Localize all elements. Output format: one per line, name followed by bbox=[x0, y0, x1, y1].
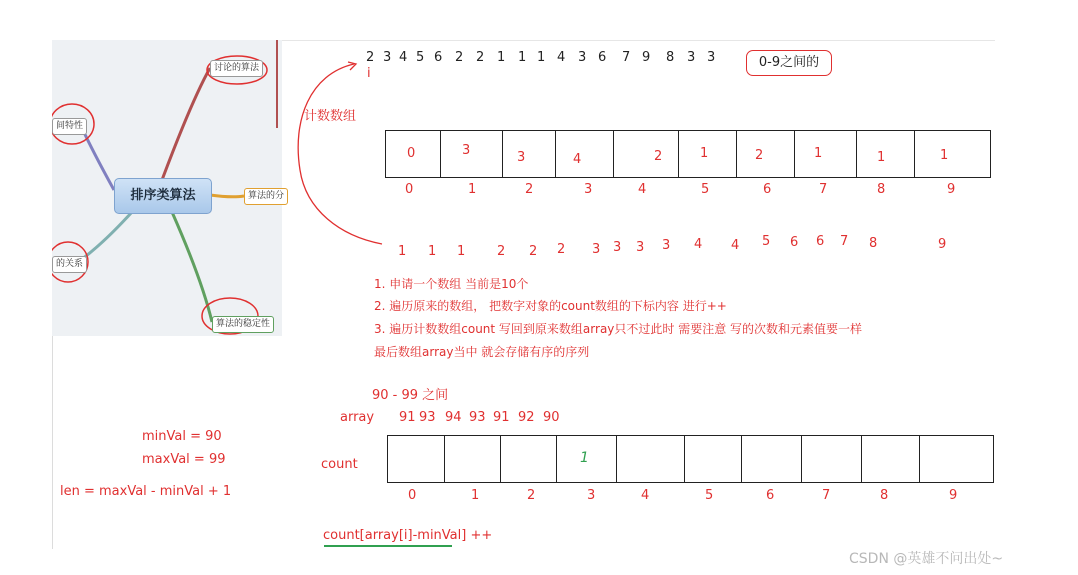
array-value: 90 bbox=[543, 410, 560, 425]
sorted-sequence-number: 2 bbox=[529, 244, 538, 259]
array-value: 93 bbox=[469, 410, 486, 425]
array-value: 92 bbox=[518, 410, 535, 425]
count-array-index: 3 bbox=[584, 182, 593, 197]
count-array-value: 2 bbox=[755, 148, 764, 163]
input-sequence-number: 4 bbox=[557, 50, 566, 65]
input-sequence-number: 1 bbox=[497, 50, 506, 65]
array-value: 93 bbox=[419, 410, 436, 425]
range-note-box: 0-9之间的 bbox=[746, 50, 832, 76]
count-array-index: 7 bbox=[819, 182, 828, 197]
sorted-sequence-number: 3 bbox=[613, 240, 622, 255]
count-label: count bbox=[321, 457, 358, 472]
count-array-2-index: 6 bbox=[766, 488, 775, 503]
sorted-sequence-number: 5 bbox=[762, 234, 771, 249]
count-increment-expr: count[array[i]-minVal] ++ bbox=[323, 528, 493, 543]
mind-map-node: 算法的稳定性 bbox=[212, 316, 274, 333]
sorted-sequence-number: 6 bbox=[790, 235, 799, 250]
sorted-sequence-number: 3 bbox=[592, 242, 601, 257]
input-sequence-number: 4 bbox=[399, 50, 408, 65]
count-array-value: 3 bbox=[462, 143, 471, 158]
sorted-sequence-number: 1 bbox=[398, 244, 407, 259]
count-array-title: 计数数组 bbox=[304, 109, 357, 124]
count-array-value: 4 bbox=[573, 152, 582, 167]
count-array-value: 3 bbox=[517, 150, 526, 165]
count-array-value: 2 bbox=[654, 149, 663, 164]
mind-map-node: 讨论的算法 bbox=[210, 60, 263, 77]
count-array-2-index: 9 bbox=[949, 488, 958, 503]
count-array-grid bbox=[385, 130, 991, 178]
sorted-sequence-number: 3 bbox=[636, 240, 645, 255]
array-value: 91 bbox=[399, 410, 416, 425]
input-sequence-number: 3 bbox=[707, 50, 716, 65]
mind-map-center-node: 排序类算法 bbox=[114, 178, 212, 214]
array-value: 94 bbox=[445, 410, 462, 425]
sorted-sequence-number: 2 bbox=[557, 242, 566, 257]
sorted-sequence-number: 7 bbox=[840, 234, 849, 249]
mind-map-image bbox=[52, 40, 285, 336]
count-array-index: 1 bbox=[468, 182, 477, 197]
count-array-2-index: 8 bbox=[880, 488, 889, 503]
sorted-sequence-number: 1 bbox=[457, 244, 466, 259]
step-text: 最后数组array当中 就会存储有序的序列 bbox=[374, 345, 590, 359]
pointer-i-label: i bbox=[367, 66, 371, 81]
count-array-2-index: 5 bbox=[705, 488, 714, 503]
input-sequence-number: 2 bbox=[366, 50, 375, 65]
count-array-value: 1 bbox=[700, 146, 709, 161]
count-array-2-index: 2 bbox=[527, 488, 536, 503]
input-sequence-number: 5 bbox=[416, 50, 425, 65]
input-sequence-number: 6 bbox=[434, 50, 443, 65]
count-array-2-index: 7 bbox=[822, 488, 831, 503]
input-sequence-number: 7 bbox=[622, 50, 631, 65]
count-array-2-index: 0 bbox=[408, 488, 417, 503]
sorted-sequence-number: 6 bbox=[816, 234, 825, 249]
count-array-index: 4 bbox=[638, 182, 647, 197]
max-val-note: maxVal = 99 bbox=[142, 452, 226, 467]
mind-map-node: 间特性 bbox=[52, 118, 87, 135]
count-array-index: 2 bbox=[525, 182, 534, 197]
count-array-index: 9 bbox=[947, 182, 956, 197]
count2-mark: 1 bbox=[580, 450, 589, 466]
input-sequence-number: 3 bbox=[383, 50, 392, 65]
array-value: 91 bbox=[493, 410, 510, 425]
sorted-sequence-number: 8 bbox=[869, 236, 878, 251]
sorted-sequence-number: 9 bbox=[938, 237, 947, 252]
len-formula: len = maxVal - minVal + 1 bbox=[60, 484, 232, 499]
count-array-index: 5 bbox=[701, 182, 710, 197]
count-array-2-index: 1 bbox=[471, 488, 480, 503]
expr-underline bbox=[324, 545, 452, 547]
step-text: 1. 申请一个数组 当前是10个 bbox=[374, 277, 529, 291]
csdn-watermark: CSDN @英雄不问出处~ bbox=[849, 551, 1004, 567]
mind-map-node: 算法的分 bbox=[244, 188, 288, 205]
count-array-2-index: 4 bbox=[641, 488, 650, 503]
step-text: 2. 遍历原来的数组， 把数字对象的count数组的下标内容 进行++ bbox=[374, 299, 727, 313]
count-array-value: 1 bbox=[877, 150, 886, 165]
input-sequence-number: 3 bbox=[578, 50, 587, 65]
count-array-value: 1 bbox=[814, 146, 823, 161]
count-array-index: 6 bbox=[763, 182, 772, 197]
array-label: array bbox=[340, 410, 375, 425]
sorted-sequence-number: 4 bbox=[731, 238, 740, 253]
input-sequence-number: 2 bbox=[455, 50, 464, 65]
count-array-index: 8 bbox=[877, 182, 886, 197]
step-text: 3. 遍历计数数组count 写回到原来数组array只不过此时 需要注意 写的次数和元素值要一样 bbox=[374, 322, 863, 336]
input-sequence-number: 8 bbox=[666, 50, 675, 65]
input-sequence-number: 1 bbox=[537, 50, 546, 65]
input-sequence-number: 9 bbox=[642, 50, 651, 65]
mind-map-node: 的关系 bbox=[52, 256, 87, 273]
sorted-sequence-number: 3 bbox=[662, 238, 671, 253]
iteration-arrow-curve bbox=[290, 60, 400, 260]
input-sequence-number: 6 bbox=[598, 50, 607, 65]
count-array-index: 0 bbox=[405, 182, 414, 197]
min-val-note: minVal = 90 bbox=[142, 429, 222, 444]
input-sequence-number: 2 bbox=[476, 50, 485, 65]
sorted-sequence-number: 2 bbox=[497, 244, 506, 259]
sorted-sequence-number: 1 bbox=[428, 244, 437, 259]
count-array-2-grid bbox=[387, 435, 994, 483]
count-array-2-index: 3 bbox=[587, 488, 596, 503]
range2-note: 90 - 99 之间 bbox=[372, 388, 449, 403]
input-sequence-number: 3 bbox=[687, 50, 696, 65]
sorted-sequence-number: 4 bbox=[694, 237, 703, 252]
count-array-value: 1 bbox=[940, 148, 949, 163]
count-array-value: 0 bbox=[407, 146, 416, 161]
input-sequence-number: 1 bbox=[518, 50, 527, 65]
